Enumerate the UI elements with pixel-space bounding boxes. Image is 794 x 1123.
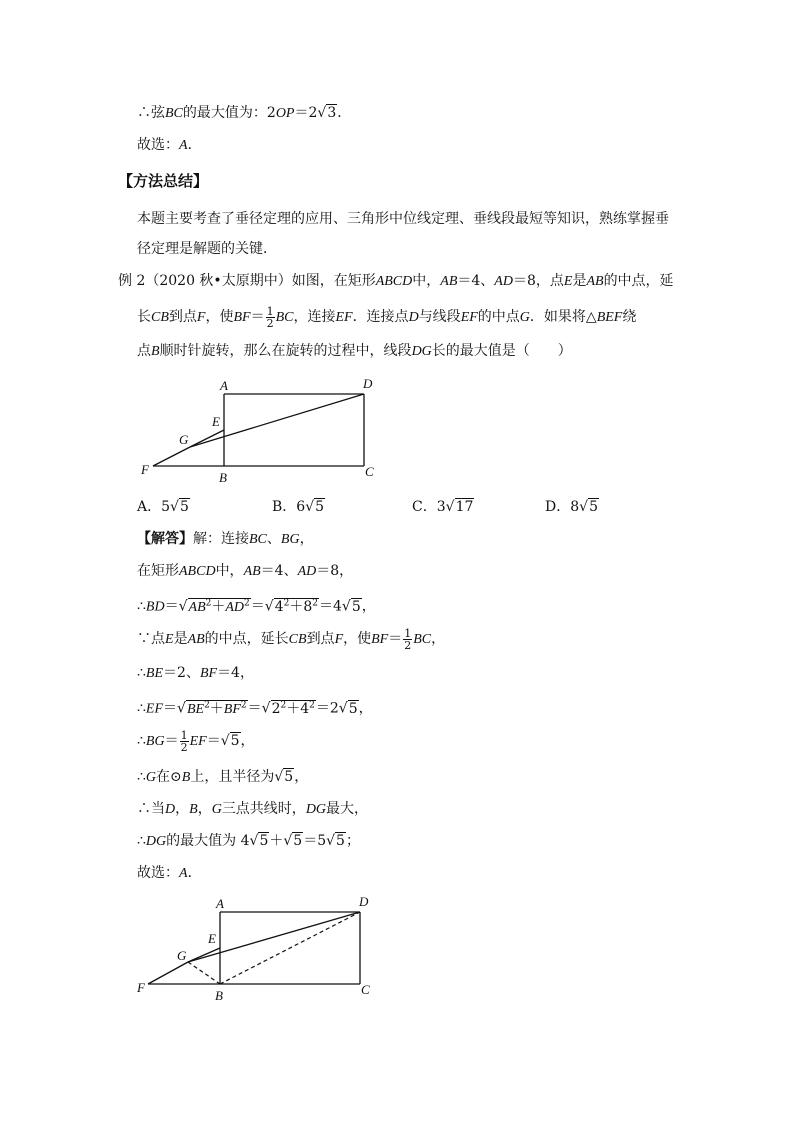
radicand: 3 bbox=[327, 105, 337, 121]
text: ， bbox=[294, 769, 309, 785]
exp: 2 bbox=[280, 700, 287, 710]
text: ＝2、 bbox=[163, 665, 200, 681]
text: ＋8 bbox=[289, 598, 313, 615]
solution-line-6: $\therefore EF=√BE^2+BF^2=√2^2+4^2=2√5$， bbox=[137, 700, 373, 717]
text: ∴ bbox=[137, 598, 146, 615]
var: AB bbox=[586, 274, 604, 289]
text: ＝ bbox=[247, 700, 262, 717]
text: 在矩形 bbox=[137, 563, 179, 579]
num: 2 bbox=[271, 700, 281, 717]
method-text-2: 径定理是解题的关键． bbox=[137, 241, 277, 257]
text: ， bbox=[358, 700, 373, 717]
var: EF bbox=[145, 701, 164, 717]
text: 解：连接 bbox=[193, 531, 249, 547]
text: 点 bbox=[137, 343, 151, 359]
text: 的中点 bbox=[477, 309, 520, 325]
var: BF bbox=[233, 310, 251, 325]
solution-line-4 bbox=[137, 626, 445, 653]
text: ， bbox=[240, 733, 255, 749]
text: 在⊙ bbox=[156, 769, 182, 785]
var: G bbox=[145, 770, 157, 785]
fraction bbox=[403, 628, 412, 651]
radicand bbox=[271, 700, 316, 717]
var: F bbox=[334, 632, 344, 647]
option-coef: 6 bbox=[296, 499, 306, 515]
text: ＋ bbox=[269, 833, 284, 849]
text: 上，且半径为 bbox=[190, 769, 275, 785]
var: BD bbox=[145, 599, 165, 615]
radicand: 5 bbox=[293, 833, 303, 849]
numerator: 1 bbox=[404, 626, 412, 640]
radicand: 5 bbox=[315, 499, 325, 515]
var: BC bbox=[249, 532, 267, 547]
var: EF bbox=[460, 310, 478, 325]
var: BG bbox=[145, 734, 165, 749]
radicand bbox=[274, 598, 319, 615]
text: ，连接 bbox=[293, 309, 336, 325]
label-C: C bbox=[365, 464, 374, 479]
text: 长的最大值是（ ） bbox=[431, 343, 572, 359]
var: A bbox=[179, 866, 188, 881]
text: ＝2 bbox=[294, 105, 318, 121]
var: AB bbox=[243, 564, 261, 579]
text: ＝4， bbox=[217, 665, 254, 681]
text: 的中点，延长 bbox=[204, 631, 289, 647]
label-B: B bbox=[215, 988, 223, 1003]
text: ． bbox=[337, 105, 352, 121]
radicand bbox=[188, 598, 251, 615]
text: 、 bbox=[266, 531, 281, 547]
previous-conclusion: ∴弦BC的最大值为：2OP＝2√3． bbox=[137, 105, 352, 121]
option-letter: A． bbox=[137, 499, 162, 515]
text: ， bbox=[431, 631, 446, 647]
text: 中， bbox=[215, 563, 244, 579]
method-text-1: 本题主要考查了垂径定理的应用、三角形中位线定理、垂线段最短等知识，熟练掌握垂 bbox=[137, 211, 669, 227]
var: BEF bbox=[596, 310, 623, 325]
solution-line-11 bbox=[137, 864, 202, 883]
var: AD bbox=[297, 564, 317, 579]
solution-line-2 bbox=[137, 562, 353, 581]
var: BF bbox=[371, 632, 389, 647]
text: 的最大值为：2 bbox=[182, 105, 276, 121]
numerator: 1 bbox=[266, 304, 274, 318]
option-coef: 5 bbox=[161, 499, 171, 515]
var: BG bbox=[280, 532, 300, 547]
exp: 2 bbox=[204, 700, 210, 710]
option-letter: B． bbox=[272, 499, 297, 515]
option-c[interactable]: C．3√17 bbox=[412, 499, 474, 515]
example-line-2 bbox=[137, 304, 636, 331]
text: ， bbox=[197, 801, 212, 817]
text: 绕 bbox=[622, 309, 637, 325]
option-d[interactable]: D．8√5 bbox=[545, 499, 598, 515]
var: BC bbox=[165, 106, 183, 121]
geometry-figure-solution bbox=[130, 890, 390, 1005]
var: EF bbox=[189, 734, 207, 749]
option-letter: D． bbox=[545, 499, 571, 515]
text: ＝4、 bbox=[457, 273, 495, 289]
var: BF bbox=[199, 666, 218, 681]
example-line-1 bbox=[118, 272, 674, 291]
text: 故选： bbox=[137, 865, 179, 881]
text: ＋4 bbox=[286, 700, 310, 717]
text: 到点 bbox=[168, 309, 197, 325]
text: ＝ bbox=[164, 598, 179, 615]
var: AB bbox=[440, 274, 458, 289]
example-line-3 bbox=[137, 342, 572, 361]
method-heading: 【方法总结】 bbox=[118, 172, 209, 190]
label-F: F bbox=[141, 462, 149, 477]
text: ＝8，点 bbox=[512, 273, 564, 289]
solution-line-10: ∴DG的最大值为 4√5＋√5＝5√5； bbox=[137, 833, 360, 849]
text: ＝5 bbox=[303, 833, 327, 849]
text: ∴ bbox=[137, 769, 146, 785]
var: DG bbox=[305, 802, 327, 817]
text: 的中点，延 bbox=[603, 273, 674, 289]
text: ＝ bbox=[164, 733, 179, 749]
var: CB bbox=[151, 310, 169, 325]
text: ＝8， bbox=[316, 563, 354, 579]
label-F: F bbox=[137, 980, 145, 995]
text: ， bbox=[175, 801, 190, 817]
text: ＋ bbox=[209, 700, 224, 717]
text: ∴ bbox=[137, 665, 146, 681]
text: 是 bbox=[572, 273, 587, 289]
label-D: D bbox=[363, 376, 373, 391]
var: AB bbox=[188, 599, 206, 615]
var: ABCD bbox=[179, 564, 216, 579]
option-b[interactable]: B．6√5 bbox=[272, 499, 325, 515]
label-E: E bbox=[212, 414, 220, 429]
var: B bbox=[189, 802, 198, 817]
var: OP bbox=[275, 106, 295, 121]
text: ．连接点 bbox=[352, 309, 409, 325]
text: ＝ bbox=[250, 309, 265, 325]
option-coef: 8 bbox=[570, 499, 580, 515]
var: BE bbox=[186, 701, 205, 717]
label-A: A bbox=[216, 896, 224, 911]
numerator: 1 bbox=[180, 728, 188, 742]
solution-line-3: $\therefore BD=√AB^2+AD^2=√4^2+8^2=4√5$， bbox=[137, 598, 376, 615]
var: B bbox=[181, 770, 191, 785]
text: ，使 bbox=[343, 631, 372, 647]
var: BE bbox=[145, 666, 164, 681]
exp: 2 bbox=[205, 598, 212, 608]
text: 故选： bbox=[137, 137, 179, 153]
num: 4 bbox=[274, 598, 284, 615]
text: 三点共线时， bbox=[221, 801, 306, 817]
radicand: 17 bbox=[455, 499, 474, 515]
fraction bbox=[180, 730, 189, 753]
var: DG bbox=[411, 344, 432, 359]
radicand: 5 bbox=[351, 598, 361, 615]
text: 最大， bbox=[326, 801, 369, 817]
radicand: 5 bbox=[259, 833, 269, 849]
var: ABCD bbox=[375, 274, 413, 289]
text: ＝ bbox=[388, 631, 403, 647]
text: ， bbox=[299, 531, 314, 547]
text: 与线段 bbox=[418, 309, 461, 325]
solution-line-8: ∴G在⊙B上，且半径为√5， bbox=[137, 769, 309, 785]
var: AB bbox=[187, 632, 205, 647]
var: E bbox=[165, 632, 174, 647]
radicand: 5 bbox=[179, 499, 189, 515]
text: 顺时针旋转，那么在旋转的过程中，线段 bbox=[159, 343, 412, 359]
option-letter: C． bbox=[412, 499, 437, 515]
var: A bbox=[179, 138, 188, 153]
text: ＝ bbox=[250, 598, 265, 615]
text: ＝4、 bbox=[260, 563, 298, 579]
label-G: G bbox=[179, 432, 189, 447]
text: ∵点 bbox=[137, 631, 165, 647]
var: BC bbox=[413, 632, 432, 647]
text: 是 bbox=[173, 631, 188, 647]
text: 到点 bbox=[306, 631, 335, 647]
var: B bbox=[151, 344, 160, 359]
radicand: 5 bbox=[336, 833, 345, 849]
text: ∴ bbox=[137, 733, 146, 749]
var: E bbox=[563, 274, 573, 289]
text: ＝ bbox=[206, 733, 221, 749]
text: ＝2 bbox=[315, 700, 339, 717]
text: ．如果将△ bbox=[529, 309, 597, 325]
fraction bbox=[266, 306, 275, 329]
var: AD bbox=[494, 274, 513, 289]
denominator: 2 bbox=[180, 740, 188, 754]
label-G: G bbox=[177, 948, 187, 963]
text: ＋ bbox=[211, 598, 226, 615]
option-a[interactable]: A．5√5 bbox=[137, 499, 189, 515]
previous-answer bbox=[137, 136, 202, 155]
label-C: C bbox=[361, 982, 370, 997]
solution-line-9 bbox=[137, 800, 368, 819]
radicand: 5 bbox=[348, 700, 358, 717]
exp: 2 bbox=[309, 700, 315, 710]
var: G bbox=[211, 802, 222, 817]
var: DG bbox=[145, 834, 167, 849]
text: ， bbox=[361, 598, 376, 615]
label-A: A bbox=[220, 378, 228, 393]
exp: 2 bbox=[240, 700, 247, 710]
var: D bbox=[165, 802, 176, 817]
geometry-figure-question bbox=[135, 372, 395, 487]
text: 长 bbox=[137, 309, 151, 325]
text: ，使 bbox=[205, 309, 234, 325]
text: 中， bbox=[412, 273, 441, 289]
text: ∴ bbox=[137, 700, 146, 717]
var: BF bbox=[223, 701, 241, 717]
var: F bbox=[196, 310, 206, 325]
label-B: B bbox=[219, 470, 227, 485]
exp: 2 bbox=[312, 598, 318, 608]
var: G bbox=[519, 310, 530, 325]
exp: 2 bbox=[283, 598, 290, 608]
solution-line-7: ∴BG＝ $\frac{1}{2}$ EF＝√5， bbox=[137, 728, 255, 754]
solution-line-5 bbox=[137, 664, 254, 683]
text: ＝4 bbox=[319, 598, 342, 615]
radicand: 5 bbox=[589, 499, 598, 515]
text: ∴弦 bbox=[137, 105, 165, 121]
radicand: 5 bbox=[284, 769, 294, 785]
text: ∴当 bbox=[137, 801, 165, 817]
label-E: E bbox=[208, 931, 216, 946]
text: ． bbox=[187, 865, 202, 881]
var: CB bbox=[288, 632, 307, 647]
radicand bbox=[186, 700, 248, 717]
denominator: 2 bbox=[266, 316, 274, 330]
var: D bbox=[408, 310, 419, 325]
text: ＝ bbox=[163, 700, 178, 717]
radicand: 5 bbox=[230, 733, 240, 749]
text: 例 2（2020 秋•太原期中）如图，在矩形 bbox=[118, 273, 376, 289]
text: 的最大值为 4 bbox=[166, 833, 250, 849]
option-coef: 3 bbox=[436, 499, 446, 515]
denominator: 2 bbox=[404, 638, 412, 652]
label-D: D bbox=[359, 894, 369, 909]
text: ∴ bbox=[137, 833, 146, 849]
var: AD bbox=[225, 599, 245, 615]
var: EF bbox=[335, 310, 353, 325]
text: ； bbox=[345, 833, 360, 849]
var: BC bbox=[275, 310, 294, 325]
exp: 2 bbox=[244, 598, 250, 608]
text: ． bbox=[187, 137, 202, 153]
solution-tag: 【解答】 bbox=[137, 531, 193, 547]
solution-line-1 bbox=[137, 530, 314, 549]
